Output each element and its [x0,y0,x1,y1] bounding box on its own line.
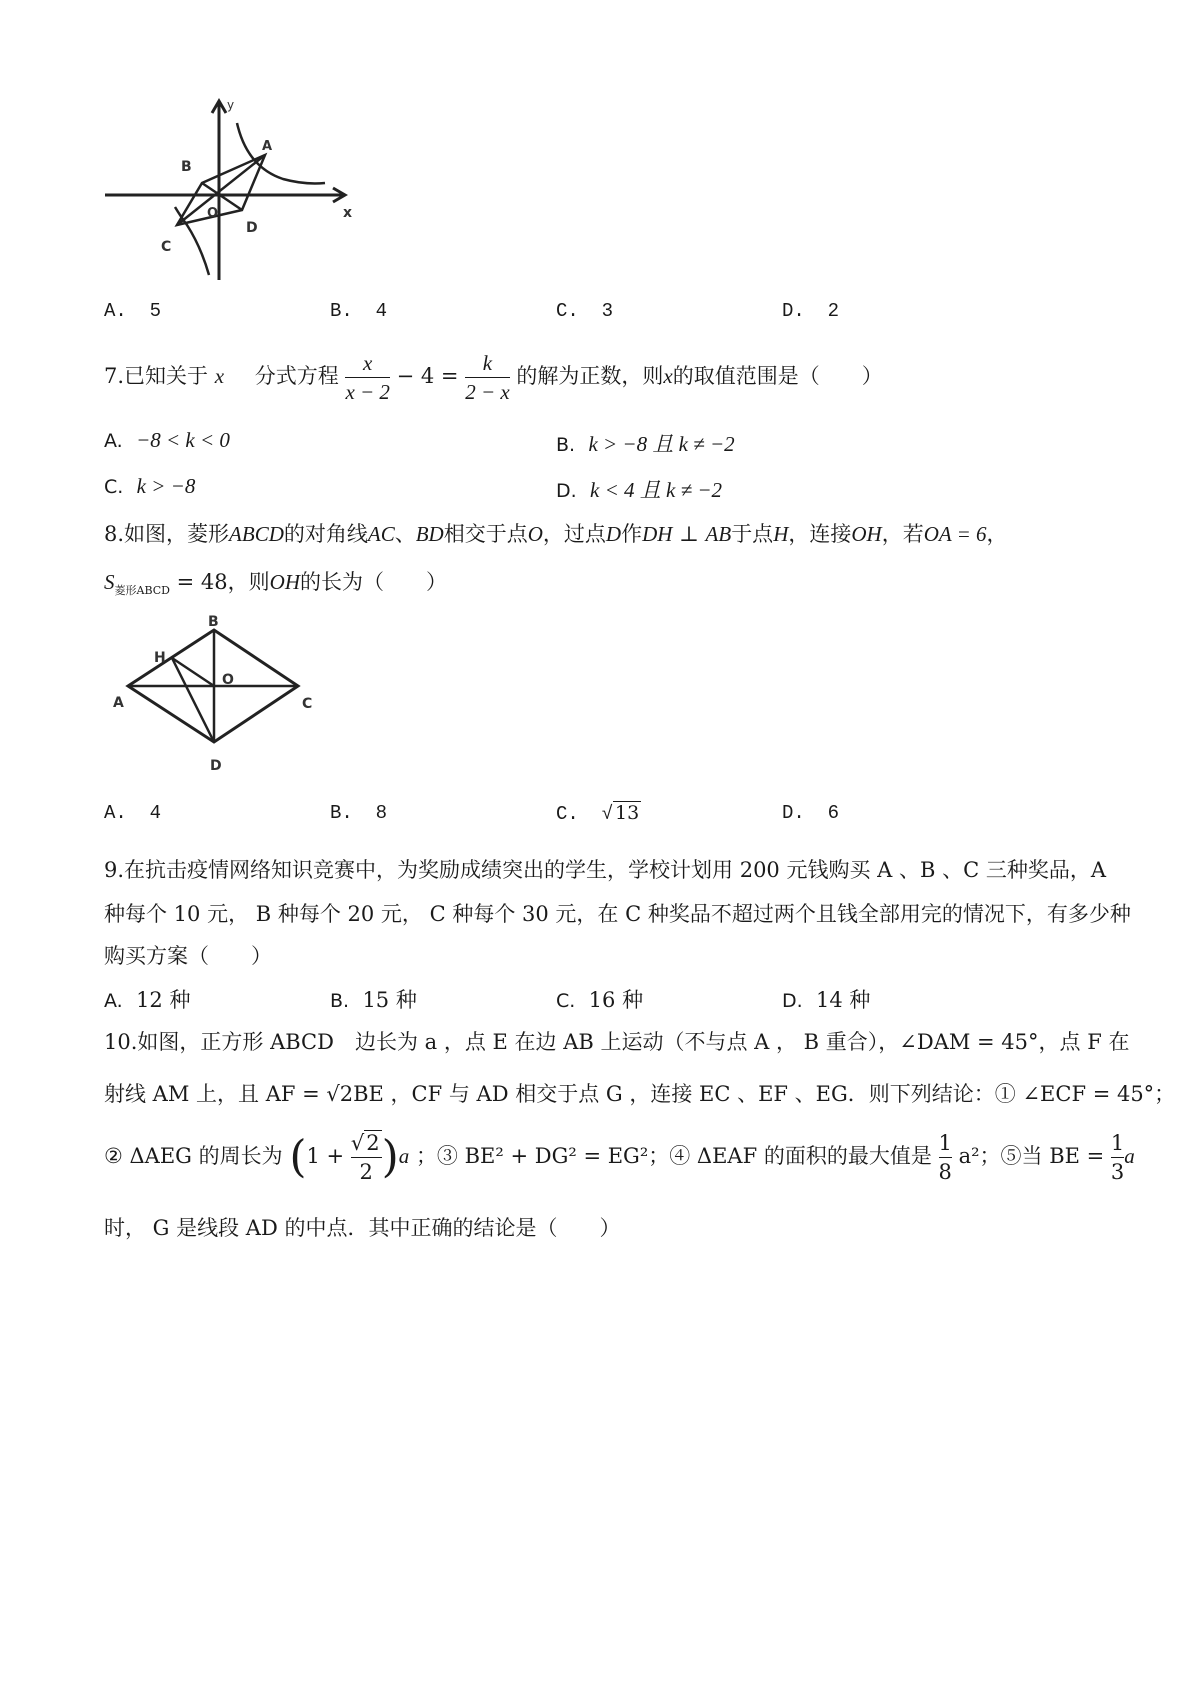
q8-option-a: A. 4 [104,802,162,824]
q8-label-a: A [113,695,124,711]
q6-figure [105,95,365,285]
q9-stem-line1: 9.在抗击疫情网络知识竞赛中，为奖励成绩突出的学生，学校计划用 200 元钱购买 A 、B 、C 三种奖品，A [104,858,1106,882]
q6-label-a: A [262,139,273,154]
q9-stem-line3: 购买方案（ ） [104,944,272,968]
q7-stem: 7.已知关于 x 分式方程 $\frac{x}{x - 2}$ − 4 = $\frac{k}{2 - x}$ 的解为正数，则x的取值范围是（ ） [104,351,883,404]
q8-option-d: D. 6 [782,802,840,824]
q9-option-c: C. 16 种 [556,988,644,1012]
q6-label-c: C [161,239,172,255]
q6-label-d: D [246,220,258,236]
hyperbola-lower [175,207,209,275]
q10-stem-line2: 射线 AM 上，且 AF = √2BE ，CF 与 AD 相交于点 G ，连接 EC 、EF 、EG．则下列结论：① ∠ECF = 45°； [104,1082,1176,1106]
q8-stem-line2: $S_{菱形ABCD} = 48$，则OH的长为（ ） [104,570,447,598]
q8-label-h: H [154,650,166,666]
q6-option-d: D. 2 [782,300,840,322]
q7-option-d: D. k < 4 且 k ≠ −2 [556,478,723,502]
hyperbola-upper [237,123,325,184]
q7-option-b: B. k > −8 且 k ≠ −2 [556,432,735,456]
q8-label-b: B [208,614,219,630]
q8-stem-line1: 8.如图，菱形ABCD的对角线AC、BD相交于点O，过点D作DH ⊥ AB于点H，连接OH，若OA = 6， [104,522,1008,546]
q6-label-x: x [343,205,353,221]
q6-option-c: C. 3 [556,300,614,322]
q6-label-o: O [207,206,219,221]
q6-option-b: B. 4 [330,300,388,322]
q7-option-a: A. −8 < k < 0 [104,428,230,452]
q9-option-a: A. 12 种 [104,988,191,1012]
q6-option-a: A. 5 [104,300,162,322]
q9-option-b: B. 15 种 [330,988,417,1012]
q10-stem-line3: ② ΔAEG 的周长为 (1 + $\frac{√2}{2}$ )a ；③ BE² + DG² = EG²；④ ΔEAF 的面积的最大值是 $\frac{1}{8}$ a²；⑤当 BE = $\frac{1}{3}$ a [104,1131,1135,1184]
q8-label-d: D [210,758,222,774]
q8-option-b: B. 8 [330,802,388,824]
q8-label-c: C [302,696,313,712]
q7-option-c: C. k > −8 [104,474,196,498]
q9-stem-line2: 种每个 10 元， B 种每个 20 元， C 种每个 30 元，在 C 种奖品不超过两个且钱全部用完的情况下，有多少种 [104,902,1131,926]
q6-label-b: B [181,159,192,175]
q6-label-y: y [227,98,235,112]
q10-stem-line1: 10.如图，正方形 ABCD 边长为 a ，点 E 在边 AB 上运动（不与点 A ， B 重合），∠DAM = 45°，点 F 在 [104,1030,1130,1054]
q8-option-c: C. √ 13 [556,802,640,825]
q10-stem-line4: 时， G 是线段 AD 的中点．其中正确的结论是（ ） [104,1216,621,1240]
q8-label-o: O [222,672,234,688]
q9-option-d: D. 14 种 [782,988,871,1012]
q8-figure [108,610,328,780]
